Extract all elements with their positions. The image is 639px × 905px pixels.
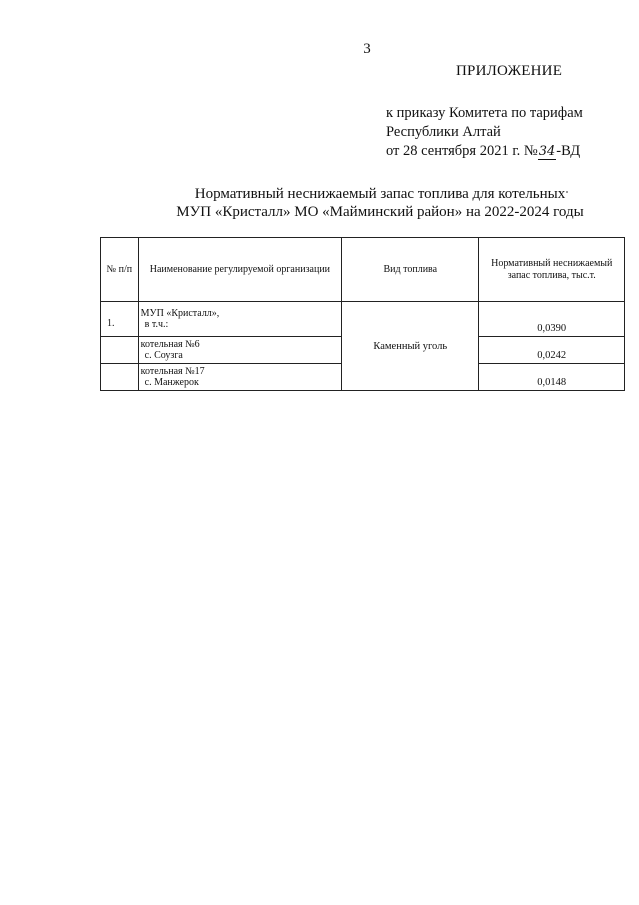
header-num: № п/п <box>101 238 139 302</box>
header-norm: Нормативный неснижаемый запас топлива, тыс.т. <box>479 238 625 302</box>
row-name-line-2: с. Манжерок <box>144 377 199 388</box>
row-name-line-2: с. Соузга <box>144 350 183 361</box>
row-num: 1. <box>101 302 139 337</box>
header-fuel: Вид топлива <box>342 238 479 302</box>
header-name: Наименование регулируемой организации <box>138 238 341 302</box>
order-line-2: Республики Алтай <box>386 124 501 140</box>
order-date: от 28 сентября 2021 г. № <box>386 143 538 159</box>
order-line-1: к приказу Комитета по тарифам <box>386 105 583 121</box>
row-name-line-1: МУП «Кристалл», <box>140 308 220 319</box>
row-value: 0,0242 <box>479 337 625 364</box>
page-number: 3 <box>363 41 371 57</box>
order-reference <box>386 104 583 161</box>
table-row <box>101 302 625 337</box>
appendix-label: ПРИЛОЖЕНИЕ <box>456 63 563 79</box>
document-title <box>150 185 610 221</box>
row-value: 0,0390 <box>479 302 625 337</box>
row-name-line-2: в т.ч.: <box>144 319 169 330</box>
fuel-type-cell: Каменный уголь <box>342 302 479 391</box>
row-num <box>101 337 139 364</box>
order-line-3 <box>386 142 583 161</box>
title-line-1: Нормативный неснижаемый запас топлива для котельных <box>194 186 566 202</box>
order-handwritten-number: 34 <box>538 144 556 159</box>
row-name-line-1: котельная №6 <box>140 339 200 350</box>
row-name <box>138 302 341 337</box>
row-num <box>101 364 139 391</box>
order-suffix: -ВД <box>556 143 581 159</box>
fuel-norms-table <box>100 237 625 391</box>
table-header-row <box>101 238 625 302</box>
row-name <box>138 337 341 364</box>
scan-speck <box>566 191 568 193</box>
title-line-2: МУП «Кристалл» МО «Майминский район» на 2022-2024 годы <box>176 204 584 220</box>
row-value: 0,0148 <box>479 364 625 391</box>
row-name-line-1: котельная №17 <box>140 366 205 377</box>
row-name <box>138 364 341 391</box>
